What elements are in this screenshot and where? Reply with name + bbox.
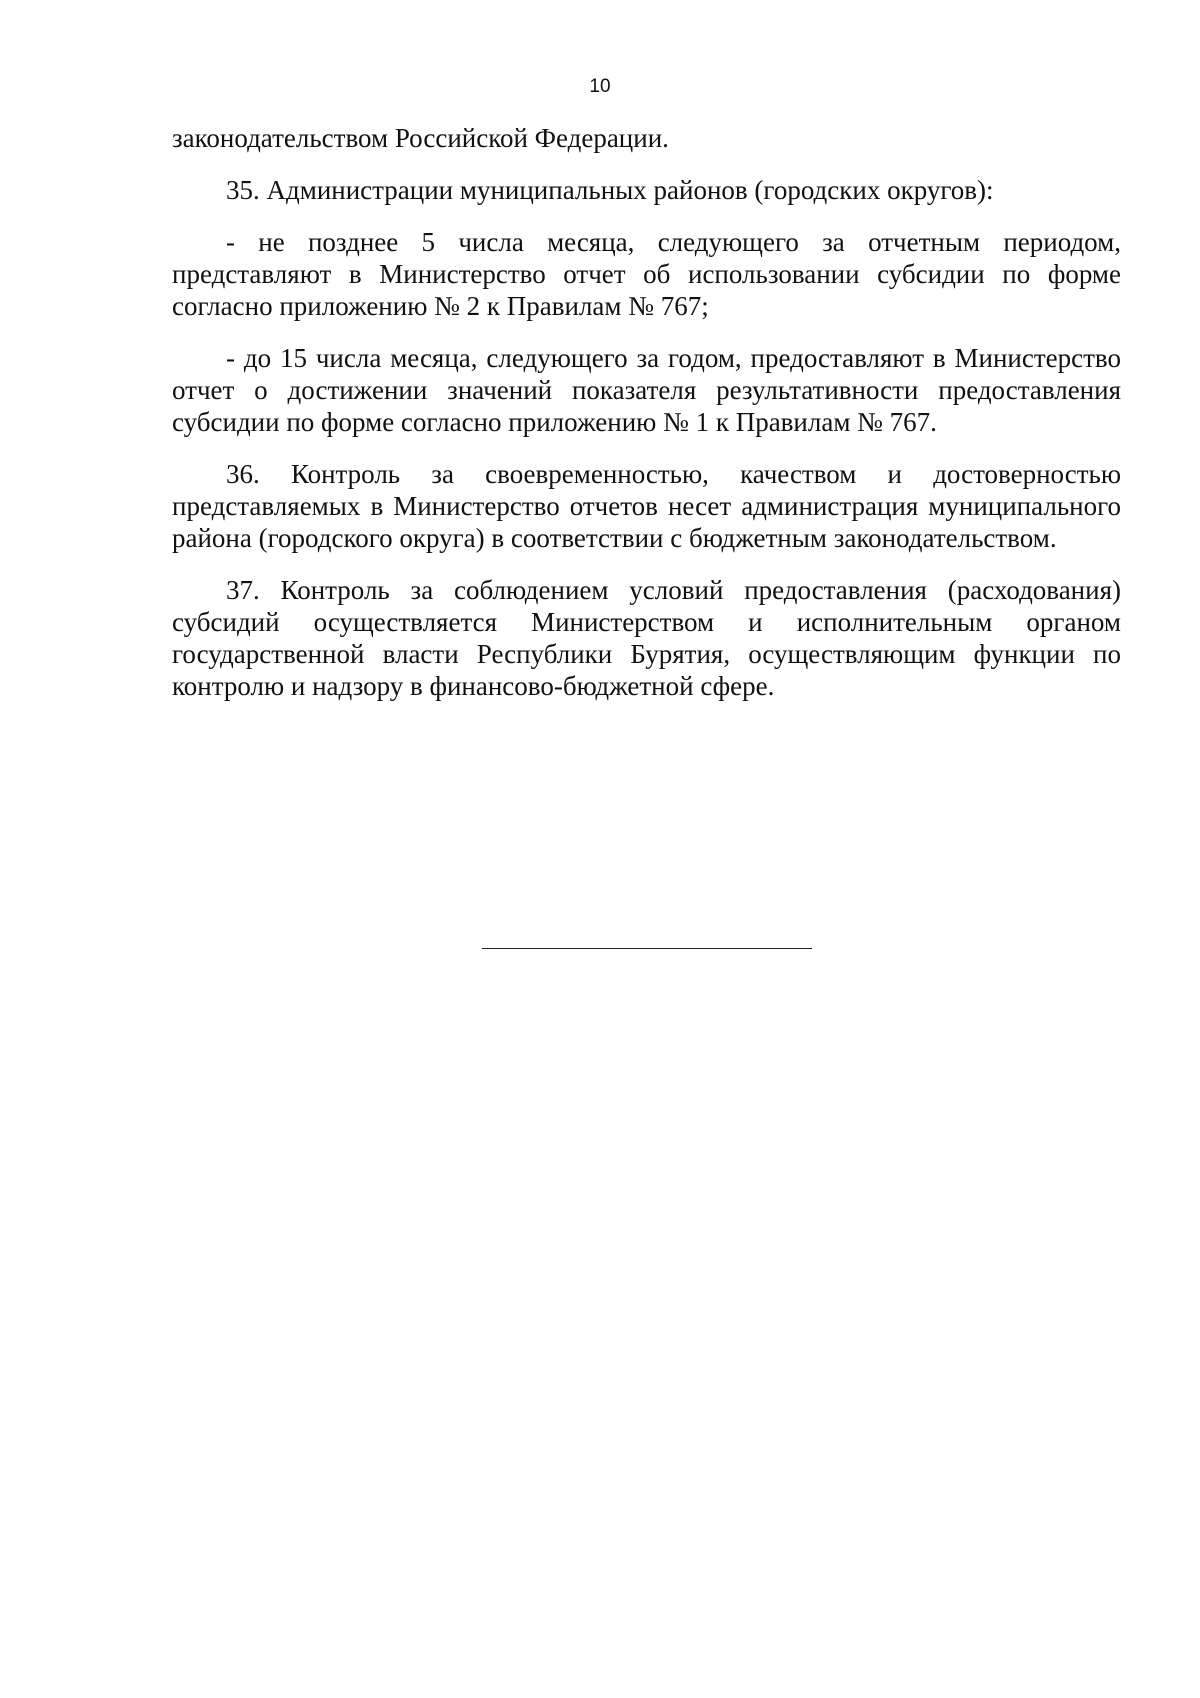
paragraph-continuation: законодательством Российской Федерации. <box>172 123 669 153</box>
paragraph-35-item-2: - до 15 числа месяца, следующего за годом, предоставляют в Министерство отчет о достижении значений показателя результативности предоставления субсидии по форме согласно приложению № 1 к Правилам № 767. <box>172 343 1121 437</box>
paragraph-35: 35. Администрации муниципальных районов (городских округов): <box>226 175 994 205</box>
document-body <box>172 122 1121 722</box>
end-of-document-rule <box>482 948 812 949</box>
page-number: 10 <box>589 76 611 97</box>
paragraph-36: 36. Контроль за своевременностью, качеством и достоверностью представляемых в Министерство отчетов несет администрация муниципального района (городского округа) в соответствии с бюджетным законодательством. <box>172 459 1121 553</box>
paragraph-37: 37. Контроль за соблюдением условий предоставления (расходования) субсидий осуществляется Министерством и исполнительным органом государственной власти Республики Бурятия, осуществляющим функции по контролю и надзору в финансово-бюджетной сфере. <box>172 575 1121 701</box>
paragraph-35-item-1: - не позднее 5 числа месяца, следующего за отчетным периодом, представляют в Министерство отчет об использовании субсидии по форме согласно приложению № 2 к Правилам № 767; <box>172 227 1121 321</box>
